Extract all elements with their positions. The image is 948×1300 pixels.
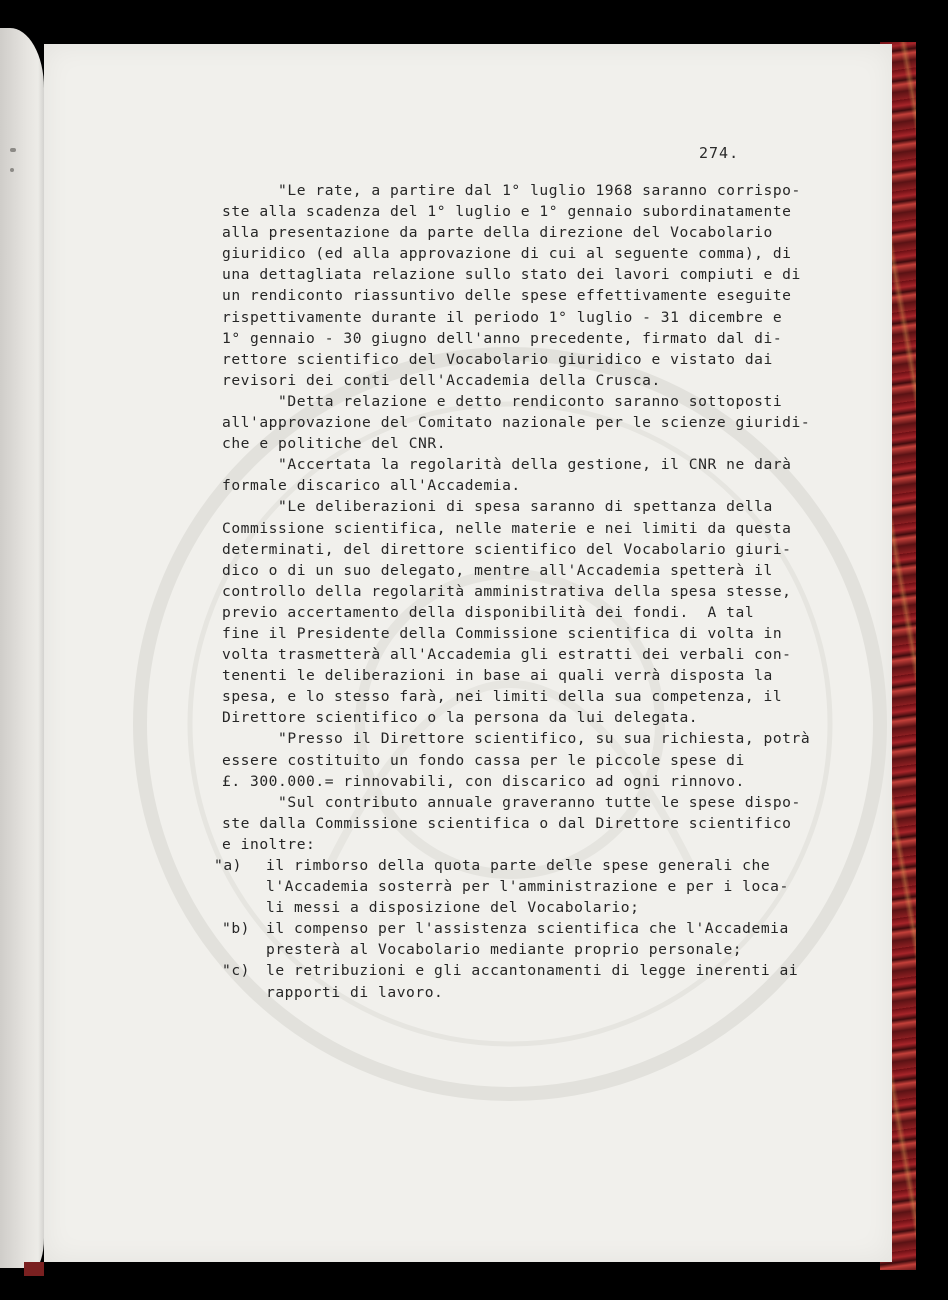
text-line: volta trasmetterà all'Accademia gli estratti dei verbali con- [222,646,792,664]
page-number: 274. [699,144,740,162]
text-line: "Presso il Direttore scientifico, su sua richiesta, potrà [222,730,811,748]
text-line: spesa, e lo stesso farà, nei limiti della sua competenza, il [222,688,783,706]
list-item-c [222,960,799,1002]
text-line: Direttore scientifico o la persona da lui delegata. [222,709,699,727]
paragraph [222,496,792,728]
body-text [214,180,811,1003]
text-line: "Accertata la regolarità della gestione, il CNR ne darà [222,456,792,474]
text-line: dico o di un suo delegato, mentre all'Accademia spetterà il [222,561,773,579]
text-line: il rimborso della quota parte delle spese generali che [266,857,771,874]
paragraph [222,454,792,496]
text-line: ste alla scadenza del 1° luglio e 1° gennaio subordinatamente [222,203,792,221]
text-line: alla presentazione da parte della direzione del Vocabolario [222,224,773,242]
text-line: rettore scientifico del Vocabolario giuridico e vistato dai [222,350,773,368]
text-line: giuridico (ed alla approvazione di cui al seguente comma), di [222,245,792,263]
text-line: 1° gennaio - 30 giugno dell'anno precedente, firmato dal di- [222,329,783,347]
text-line: formale discarico all'Accademia. [222,477,521,495]
text-line: previo accertamento della disponibilità dei fondi. A tal [222,603,755,621]
paragraph [222,792,801,855]
text-line: revisori dei conti dell'Accademia della Crusca. [222,371,661,389]
bleed-mark [10,168,14,172]
text-line: "Detta relazione e detto rendiconto saranno sottoposti [222,392,783,410]
list-label: "c) [222,962,251,980]
text-line: fine il Presidente della Commissione scientifica di volta in [222,624,783,642]
text-line: "Sul contributo annuale graveranno tutte le spese dispo- [222,793,801,811]
text-line: "Le rate, a partire dal 1° luglio 1968 saranno corrispo- [222,182,801,199]
list-label: "a) [214,857,243,874]
text-line: tenenti le deliberazioni in base ai quali verrà disposta la [222,667,773,685]
text-line: un rendiconto riassuntivo delle spese effettivamente eseguite [222,287,792,305]
text-line: essere costituito un fondo cassa per le piccole spese di [222,751,745,769]
bleed-mark [10,148,16,152]
text-line: determinati, del direttore scientifico del Vocabolario giuri- [222,540,792,558]
text-line: £. 300.000.= rinnovabili, con discarico ad ogni rinnovo. [222,772,745,790]
text-line: Commissione scientifica, nelle materie e nei limiti da questa [222,519,792,537]
paragraph [222,391,811,454]
text-line: controllo della regolarità amministrativa della spesa stesse, [222,582,792,600]
text-line: presterà al Vocabolario mediante proprio personale; [266,941,743,959]
list-item-a [214,855,792,918]
text-line: li messi a disposizione del Vocabolario; [266,899,640,917]
text-line: rapporti di lavoro. [266,983,444,1001]
list-label: "b) [222,920,251,938]
text-line: e inoltre: [222,835,316,853]
text-line: una dettagliata relazione sullo stato dei lavori compiuti e di [222,266,801,284]
text-line: le retribuzioni e gli accantonamenti di legge inerenti ai [266,962,799,980]
text-line: il compenso per l'assistenza scientifica che l'Accademia [266,920,789,938]
text-line: l'Accademia sosterrà per l'amministrazione e per i loca- [266,878,789,896]
text-line: "Le deliberazioni di spesa saranno di spettanza della [222,498,773,516]
book-spine-corner [24,1262,44,1276]
text-line: all'approvazione del Comitato nazionale per le scienze giuridi- [222,414,811,432]
text-line: ste dalla Commissione scientifica o dal Direttore scientifico [222,814,792,832]
paragraph [222,180,801,391]
text-line: rispettivamente durante il periodo 1° luglio - 31 dicembre e [222,308,783,326]
facing-page-edge [0,28,44,1268]
list-item-b [222,918,792,960]
text-line: che e politiche del CNR. [222,435,447,453]
paragraph [222,728,811,791]
